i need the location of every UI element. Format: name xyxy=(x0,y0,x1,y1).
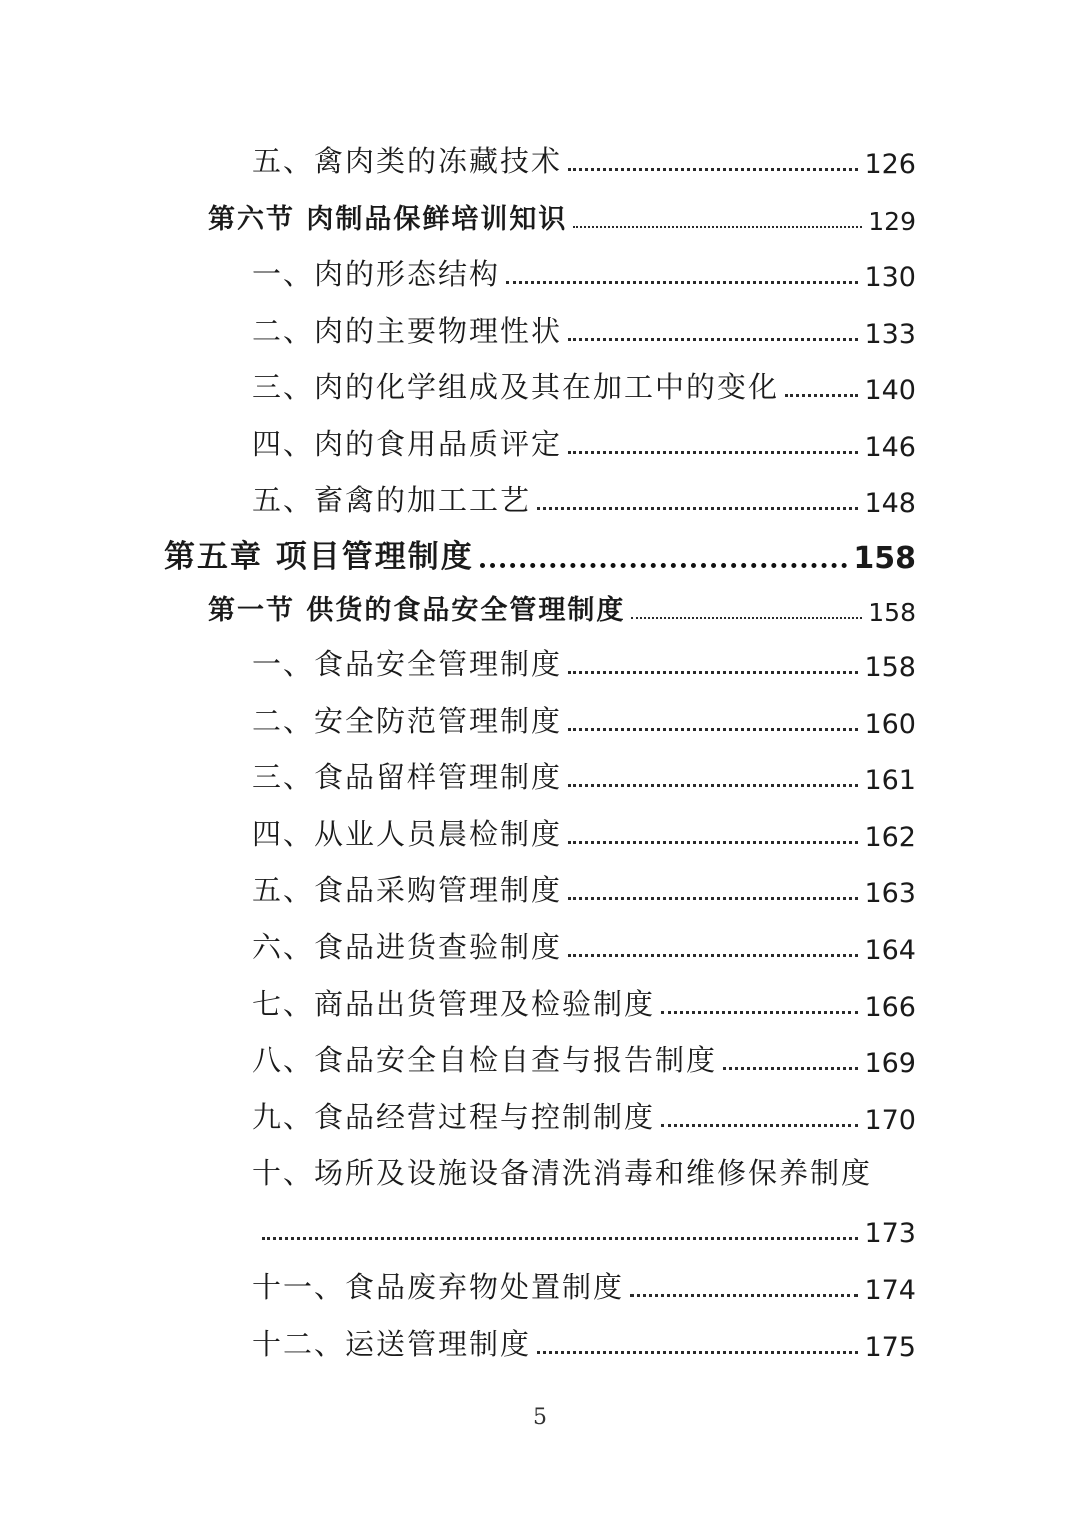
toc-dot-leader xyxy=(723,1067,858,1070)
toc-entry[interactable] xyxy=(252,700,916,740)
toc-entry-page: 163 xyxy=(864,878,916,909)
toc-dot-leader xyxy=(661,1124,858,1127)
toc-entry-title: 十二、运送管理制度 xyxy=(252,1327,532,1361)
toc-dot-leader xyxy=(661,1011,858,1014)
toc-entry-title: 一、食品安全管理制度 xyxy=(252,647,563,681)
toc-entry-continuation[interactable] xyxy=(256,1209,916,1249)
toc-entry[interactable] xyxy=(252,926,916,966)
toc-dot-leader xyxy=(568,451,858,454)
toc-entry[interactable] xyxy=(252,756,916,796)
toc-entry[interactable] xyxy=(252,423,916,463)
toc-dot-leader xyxy=(537,507,858,510)
toc-entry-page: 133 xyxy=(864,319,916,350)
toc-entry-title: 二、安全防范管理制度 xyxy=(252,704,563,738)
toc-entry-title: 三、食品留样管理制度 xyxy=(252,760,563,794)
toc-entry-page: 158 xyxy=(868,598,916,627)
toc-entry-page: 158 xyxy=(864,652,916,683)
toc-dot-leader xyxy=(785,394,858,397)
toc-entry[interactable] xyxy=(252,140,916,180)
toc-entry-title: 十一、食品废弃物处置制度 xyxy=(252,1270,625,1304)
page-number: 5 xyxy=(533,1405,547,1430)
toc-entry[interactable] xyxy=(252,479,916,519)
toc-entry-page: 129 xyxy=(868,207,916,236)
toc-entry[interactable] xyxy=(252,1266,916,1306)
toc-section-entry[interactable] xyxy=(208,587,916,627)
toc-entry-page: 174 xyxy=(864,1275,916,1306)
toc-entry-title: 五、食品采购管理制度 xyxy=(252,873,563,907)
toc-dot-leader xyxy=(537,1351,858,1354)
toc-dot-leader xyxy=(631,617,862,619)
toc-entry-page: 173 xyxy=(864,1218,916,1249)
toc-entry-page: 164 xyxy=(864,935,916,966)
toc-dot-leader xyxy=(262,1237,858,1240)
toc-entry-title: 第五章 项目管理制度 xyxy=(164,539,474,575)
toc-entry-wrapped-title[interactable]: 十、场所及设施设备清洗消毒和维修保养制度 xyxy=(252,1156,873,1190)
toc-entry-title: 五、畜禽的加工工艺 xyxy=(252,483,532,517)
toc-entry-title: 五、禽肉类的冻藏技术 xyxy=(252,144,563,178)
toc-dot-leader xyxy=(630,1294,858,1297)
toc-entry-page: 158 xyxy=(853,541,916,576)
toc-entry-page: 169 xyxy=(864,1048,916,1079)
toc-entry[interactable] xyxy=(252,1323,916,1363)
toc-dot-leader xyxy=(568,897,858,900)
toc-entry[interactable] xyxy=(252,253,916,293)
toc-entry-page: 166 xyxy=(864,992,916,1023)
toc-entry-title: 四、从业人员晨检制度 xyxy=(252,817,563,851)
toc-entry[interactable] xyxy=(252,813,916,853)
toc-dot-leader xyxy=(573,226,862,228)
toc-entry[interactable] xyxy=(252,1096,916,1136)
toc-entry-title: 四、肉的食用品质评定 xyxy=(252,427,563,461)
toc-entry-title: 八、食品安全自检自查与报告制度 xyxy=(252,1043,718,1077)
toc-entry[interactable] xyxy=(252,366,916,406)
toc-entry-page: 162 xyxy=(864,822,916,853)
toc-entry-page: 175 xyxy=(864,1332,916,1363)
toc-entry-title: 七、商品出货管理及检验制度 xyxy=(252,987,656,1021)
toc-dot-leader xyxy=(568,338,858,341)
toc-entry[interactable] xyxy=(252,869,916,909)
toc-entry[interactable] xyxy=(252,983,916,1023)
toc-entry-title: 六、食品进货查验制度 xyxy=(252,930,563,964)
toc-dot-leader xyxy=(568,841,858,844)
toc-entry-title: 九、食品经营过程与控制制度 xyxy=(252,1100,656,1134)
toc-dot-leader xyxy=(480,563,848,568)
toc-dot-leader xyxy=(568,671,858,674)
toc-entry-page: 146 xyxy=(864,432,916,463)
toc-entry-page: 130 xyxy=(864,262,916,293)
toc-section-entry[interactable] xyxy=(208,196,916,236)
toc-entry-page: 161 xyxy=(864,765,916,796)
toc-entry-page: 148 xyxy=(864,488,916,519)
toc-entry-title: 第六节 肉制品保鲜培训知识 xyxy=(208,204,568,235)
toc-entry-page: 160 xyxy=(864,709,916,740)
toc-entry[interactable] xyxy=(252,1039,916,1079)
toc-dot-leader xyxy=(568,168,858,171)
toc-dot-leader xyxy=(568,784,858,787)
toc-entry-page: 140 xyxy=(864,375,916,406)
toc-entry-title: 第一节 供货的食品安全管理制度 xyxy=(208,595,626,626)
toc-entry-page: 170 xyxy=(864,1105,916,1136)
toc-chapter-entry[interactable] xyxy=(164,536,916,576)
toc-entry[interactable] xyxy=(252,643,916,683)
toc-entry-title: 二、肉的主要物理性状 xyxy=(252,314,563,348)
toc-entry-title: 一、肉的形态结构 xyxy=(252,257,501,291)
toc-entry-page: 126 xyxy=(864,149,916,180)
toc-dot-leader xyxy=(506,281,858,284)
toc-dot-leader xyxy=(568,728,858,731)
toc-entry[interactable] xyxy=(252,310,916,350)
toc-entry-title: 三、肉的化学组成及其在加工中的变化 xyxy=(252,370,780,404)
toc-dot-leader xyxy=(568,954,858,957)
